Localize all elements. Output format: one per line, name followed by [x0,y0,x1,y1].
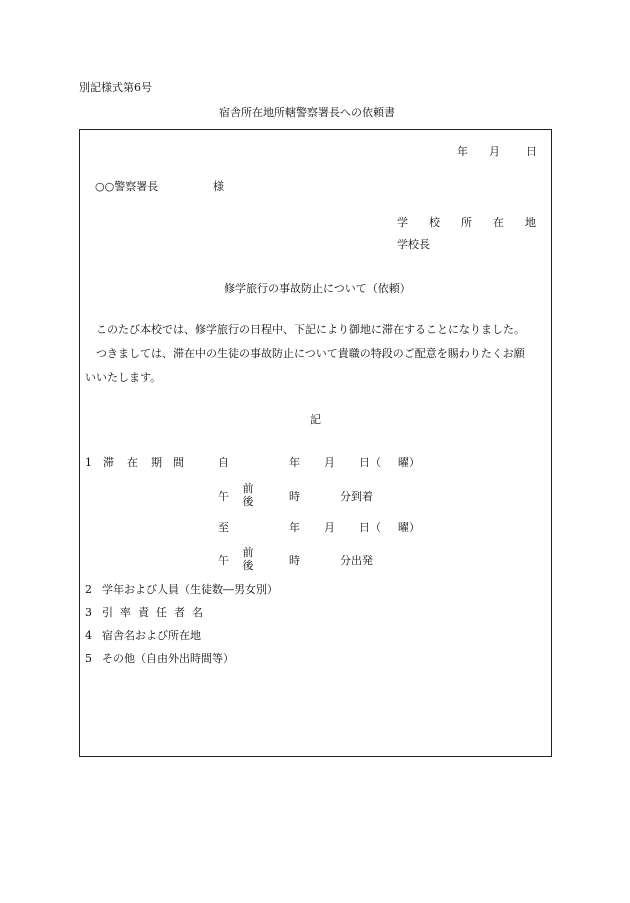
school-principal: 学校長 [397,238,430,251]
item4-number: 4 [85,629,92,642]
from-weekday: 曜） [398,456,420,469]
item3-number: 3 [85,606,92,619]
item3-label-char-1: 引 [102,606,113,619]
to-weekday: 曜） [398,521,420,534]
to-month: 月 [324,521,335,534]
item3-label-char-5: 者 [174,606,185,619]
to-marker: 至 [218,521,229,534]
item2-number: 2 [85,583,92,596]
item1-label-char-1: 滞 [103,456,114,469]
addressee-police: ○○警察署長 [95,180,159,193]
from-ampm-stack [242,482,254,508]
item3-label-char-6: 名 [192,606,203,619]
to-year: 年 [289,521,300,534]
date-month-label: 月 [489,145,500,158]
from-ampm-top: 前 [242,482,254,495]
addressee-honorific: 様 [213,180,224,193]
to-minute: 分出発 [340,554,373,567]
from-hour: 時 [289,490,300,503]
school-address-char-3: 所 [461,216,472,229]
to-ampm-prefix: 午 [218,554,229,567]
item1-number: 1 [85,456,92,469]
date-year-label: 年 [457,145,468,158]
subject-line: 修学旅行の事故防止について（依頼） [224,282,411,295]
from-year: 年 [289,456,300,469]
to-day: 日（ [359,521,381,534]
to-ampm-top: 前 [242,546,254,559]
school-address-char-5: 地 [525,216,536,229]
school-address-char-1: 学 [397,216,408,229]
document-title: 宿舎所在地所轄警察署長への依頼書 [219,106,395,119]
school-address-char-4: 在 [493,216,504,229]
item3-label-char-3: 責 [138,606,149,619]
ki-heading: 記 [310,413,321,426]
school-address-char-2: 校 [429,216,440,229]
item5-number: 5 [85,652,92,665]
form-number: 別記様式第6号 [79,81,152,94]
item3-label-char-4: 任 [156,606,167,619]
from-month: 月 [324,456,335,469]
from-day: 日（ [359,456,381,469]
from-marker: 自 [218,456,229,469]
item4-text: 宿舎名および所在地 [102,629,201,642]
body-line-3: いいたします。 [85,371,162,384]
body-line-2: つきましては、滞在中の生徒の事故防止について貴職の特段のご配意を賜わりたくお願 [96,347,525,360]
item2-text: 学年および人員（生徒数―男女別） [102,583,278,596]
item1-label-char-2: 在 [127,456,138,469]
from-minute: 分到着 [340,490,373,503]
from-ampm-prefix: 午 [218,490,229,503]
to-ampm-bottom: 後 [242,559,254,572]
to-ampm-stack [242,546,254,572]
item5-text: その他（自由外出時間等） [102,652,234,665]
body-line-1: このたび本校では、修学旅行の日程中、下記により御地に滞在することになりました。 [96,323,525,336]
to-hour: 時 [289,554,300,567]
date-day-label: 日 [526,145,537,158]
item3-label-char-2: 率 [120,606,131,619]
item1-label-char-3: 期 [151,456,162,469]
item1-label-char-4: 間 [173,456,184,469]
from-ampm-bottom: 後 [242,495,254,508]
